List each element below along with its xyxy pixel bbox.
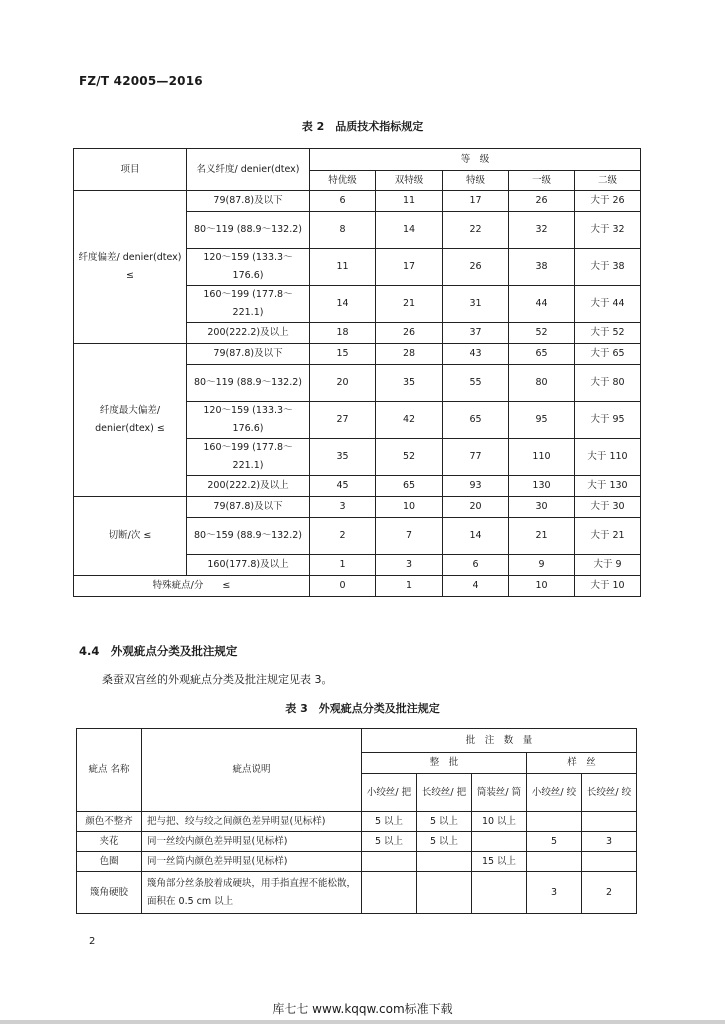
grade-value: 37	[443, 323, 509, 344]
grade-value: 15	[310, 344, 376, 365]
grade-value: 28	[376, 344, 443, 365]
grade-value: 65	[376, 476, 443, 497]
count-value: 3	[582, 832, 637, 852]
grade-value: 1	[376, 576, 443, 597]
count-value	[472, 832, 527, 852]
grade-value: 80	[509, 365, 575, 402]
grade-value: 大于 38	[575, 249, 641, 286]
count-value: 3	[527, 872, 582, 914]
grade-value: 42	[376, 402, 443, 439]
defect-description: 同一丝筒内颜色差异明显(见标样)	[142, 852, 362, 872]
grade-value: 20	[443, 497, 509, 518]
header-sub-2: 长绞丝/ 把	[417, 774, 472, 812]
table-row	[77, 832, 637, 852]
group-label: 纤度偏差/ denier(dtex) ≤	[74, 191, 187, 344]
header-sub-1: 小绞丝/ 把	[362, 774, 417, 812]
grade-value: 11	[376, 191, 443, 212]
watermark-footer: 库七七 www.kqqw.com标准下载	[272, 1002, 453, 1016]
grade-value: 65	[509, 344, 575, 365]
grade-value: 3	[376, 555, 443, 576]
table-row	[74, 344, 641, 365]
grade-value: 大于 65	[575, 344, 641, 365]
count-value	[527, 852, 582, 872]
grade-value: 大于 21	[575, 518, 641, 555]
denier-range: 160～199 (177.8～221.1)	[187, 439, 310, 476]
grade-value: 大于 80	[575, 365, 641, 402]
grade-value: 93	[443, 476, 509, 497]
grade-value: 大于 9	[575, 555, 641, 576]
grade-value: 17	[376, 249, 443, 286]
footer-bar	[0, 1020, 725, 1024]
count-value: 5	[527, 832, 582, 852]
grade-value: 大于 30	[575, 497, 641, 518]
page-number: 2	[89, 936, 96, 947]
table-row	[77, 852, 637, 872]
grade-value: 14	[376, 212, 443, 249]
grade-value: 4	[443, 576, 509, 597]
table-row	[74, 191, 641, 212]
header-grade-5: 二级	[575, 171, 641, 191]
grade-value: 35	[376, 365, 443, 402]
grade-value: 大于 130	[575, 476, 641, 497]
grade-value: 35	[310, 439, 376, 476]
grade-value: 2	[310, 518, 376, 555]
grade-value: 31	[443, 286, 509, 323]
table-row	[74, 497, 641, 518]
table-row	[74, 576, 641, 597]
grade-value: 55	[443, 365, 509, 402]
grade-value: 14	[443, 518, 509, 555]
grade-value: 3	[310, 497, 376, 518]
defect-description: 同一丝绞内颜色差异明显(见标样)	[142, 832, 362, 852]
header-sample: 样 丝	[527, 753, 637, 774]
header-whole: 整 批	[362, 753, 527, 774]
denier-range: 79(87.8)及以下	[187, 344, 310, 365]
header-count: 批 注 数 量	[362, 729, 637, 753]
count-value	[417, 872, 472, 914]
grade-value: 7	[376, 518, 443, 555]
grade-value: 10	[509, 576, 575, 597]
denier-range: 120～159 (133.3～176.6)	[187, 402, 310, 439]
grade-value: 27	[310, 402, 376, 439]
grade-value: 大于 32	[575, 212, 641, 249]
header-sub-4: 小绞丝/ 绞	[527, 774, 582, 812]
grade-value: 18	[310, 323, 376, 344]
grade-value: 大于 26	[575, 191, 641, 212]
defect-name: 颜色不整齐	[77, 812, 142, 832]
special-defect-label: 特殊疵点/分 ≤	[74, 576, 310, 597]
grade-value: 38	[509, 249, 575, 286]
grade-value: 77	[443, 439, 509, 476]
header-denier: 名义纤度/ denier(dtex)	[187, 149, 310, 191]
count-value: 2	[582, 872, 637, 914]
count-value	[362, 852, 417, 872]
count-value	[582, 812, 637, 832]
count-value	[527, 812, 582, 832]
defect-table	[76, 728, 637, 914]
group-label: 切断/次 ≤	[74, 497, 187, 576]
denier-range: 79(87.8)及以下	[187, 497, 310, 518]
count-value: 5 以上	[417, 812, 472, 832]
defect-name: 夹花	[77, 832, 142, 852]
table3-body	[77, 729, 637, 914]
header-desc: 疵点说明	[142, 729, 362, 812]
table-row	[77, 812, 637, 832]
count-value: 5 以上	[362, 812, 417, 832]
header-grade-3: 特级	[443, 171, 509, 191]
count-value	[362, 872, 417, 914]
denier-range: 120～159 (133.3～176.6)	[187, 249, 310, 286]
grade-value: 大于 52	[575, 323, 641, 344]
grade-value: 26	[509, 191, 575, 212]
denier-range: 200(222.2)及以上	[187, 323, 310, 344]
grade-value: 26	[443, 249, 509, 286]
section-paragraph: 桑蚕双宫丝的外观疵点分类及批注规定见表 3。	[102, 673, 333, 686]
denier-range: 80～159 (88.9～132.2)	[187, 518, 310, 555]
header-grade-4: 一级	[509, 171, 575, 191]
group-label: 纤度最大偏差/ denier(dtex) ≤	[74, 344, 187, 497]
count-value: 10 以上	[472, 812, 527, 832]
denier-range: 80～119 (88.9～132.2)	[187, 365, 310, 402]
section-heading: 4.4 外观疵点分类及批注规定	[79, 644, 238, 658]
grade-value: 43	[443, 344, 509, 365]
grade-value: 大于 95	[575, 402, 641, 439]
count-value	[472, 872, 527, 914]
header-grade: 等 级	[310, 149, 641, 171]
count-value: 15 以上	[472, 852, 527, 872]
grade-value: 130	[509, 476, 575, 497]
grade-value: 110	[509, 439, 575, 476]
quality-index-table	[73, 148, 641, 597]
defect-description: 把与把、绞与绞之间颜色差异明显(见标样)	[142, 812, 362, 832]
table2-caption: 表 2 品质技术指标规定	[301, 120, 424, 133]
count-value	[582, 852, 637, 872]
defect-name: 色圈	[77, 852, 142, 872]
grade-value: 大于 110	[575, 439, 641, 476]
grade-value: 1	[310, 555, 376, 576]
grade-value: 10	[376, 497, 443, 518]
header-sub-5: 长绞丝/ 绞	[582, 774, 637, 812]
grade-value: 95	[509, 402, 575, 439]
denier-range: 160(177.8)及以上	[187, 555, 310, 576]
count-value: 5 以上	[417, 832, 472, 852]
grade-value: 44	[509, 286, 575, 323]
header-item: 项目	[74, 149, 187, 191]
count-value	[417, 852, 472, 872]
table2-body	[74, 149, 641, 597]
defect-description: 篾角部分丝条胶着成硬块，用手指直捏不能松散，面积在 0.5 cm 以上	[142, 872, 362, 914]
denier-range: 79(87.8)及以下	[187, 191, 310, 212]
grade-value: 9	[509, 555, 575, 576]
header-defect: 疵点 名称	[77, 729, 142, 812]
grade-value: 14	[310, 286, 376, 323]
grade-value: 17	[443, 191, 509, 212]
grade-value: 30	[509, 497, 575, 518]
header-sub-3: 筒装丝/ 筒	[472, 774, 527, 812]
grade-value: 0	[310, 576, 376, 597]
grade-value: 6	[310, 191, 376, 212]
grade-value: 11	[310, 249, 376, 286]
grade-value: 52	[376, 439, 443, 476]
grade-value: 26	[376, 323, 443, 344]
grade-value: 大于 44	[575, 286, 641, 323]
table-row	[77, 872, 637, 914]
grade-value: 6	[443, 555, 509, 576]
table3-caption: 表 3 外观疵点分类及批注规定	[285, 702, 440, 715]
grade-value: 45	[310, 476, 376, 497]
grade-value: 20	[310, 365, 376, 402]
grade-value: 大于 10	[575, 576, 641, 597]
grade-value: 21	[376, 286, 443, 323]
denier-range: 160～199 (177.8～221.1)	[187, 286, 310, 323]
count-value: 5 以上	[362, 832, 417, 852]
grade-value: 32	[509, 212, 575, 249]
header-grade-1: 特优级	[310, 171, 376, 191]
denier-range: 200(222.2)及以上	[187, 476, 310, 497]
defect-name: 篾角硬胶	[77, 872, 142, 914]
grade-value: 21	[509, 518, 575, 555]
grade-value: 8	[310, 212, 376, 249]
grade-value: 52	[509, 323, 575, 344]
denier-range: 80～119 (88.9～132.2)	[187, 212, 310, 249]
standard-code: FZ/T 42005—2016	[79, 74, 203, 88]
header-grade-2: 双特级	[376, 171, 443, 191]
grade-value: 22	[443, 212, 509, 249]
grade-value: 65	[443, 402, 509, 439]
